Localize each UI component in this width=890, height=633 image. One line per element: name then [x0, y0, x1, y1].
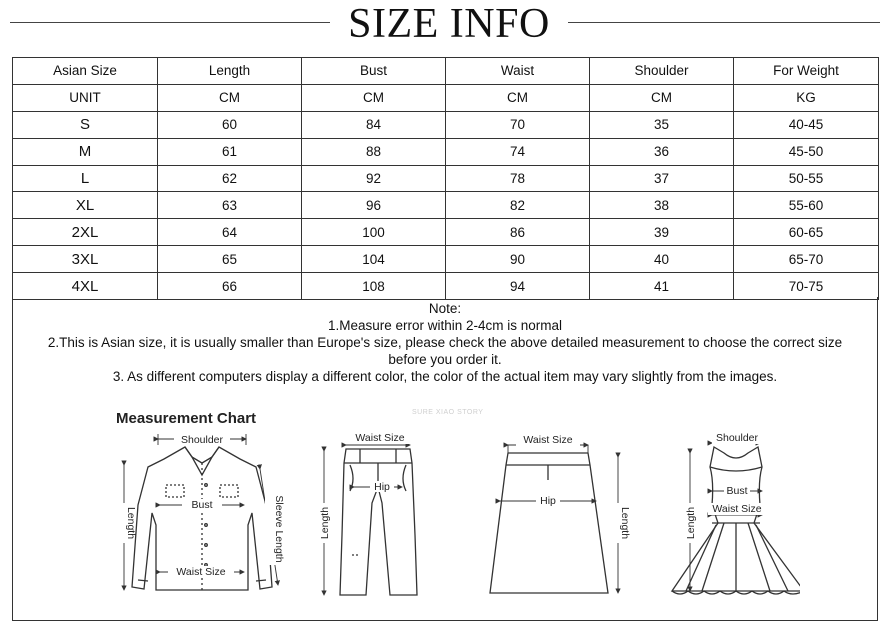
header-cell: Waist [446, 58, 590, 85]
table-cell: 65-70 [734, 246, 879, 273]
table-cell: 37 [590, 165, 734, 192]
unit-cell: CM [590, 84, 734, 111]
table-cell: 38 [590, 192, 734, 219]
table-cell: 94 [446, 273, 590, 300]
page-title: SIZE INFO [348, 1, 550, 47]
table-row [13, 111, 879, 138]
size-cell: 2XL [13, 219, 158, 246]
unit-cell: UNIT [13, 84, 158, 111]
header-rule-right [568, 22, 880, 23]
garment-drawings [100, 405, 800, 615]
table-cell: 41 [590, 273, 734, 300]
table-cell: 70-75 [734, 273, 879, 300]
table-row [13, 138, 879, 165]
dress-dimension-lines [690, 443, 762, 591]
header-cell: Bust [302, 58, 446, 85]
note-line-1: 1.Measure error within 2-4cm is normal [327, 318, 563, 333]
unit-cell: CM [446, 84, 590, 111]
table-row [13, 246, 879, 273]
table-unit-row [13, 84, 879, 111]
pants-hip-label: Hip [374, 481, 390, 493]
size-cell: L [13, 165, 158, 192]
skirt-drawing [490, 453, 608, 593]
size-cell: 4XL [13, 273, 158, 300]
dress-waist-label: Waist Size [712, 503, 762, 515]
table-cell: 100 [302, 219, 446, 246]
note-line-2-cont: before you order it. [388, 352, 502, 367]
header-cell: Asian Size [13, 58, 158, 85]
table-cell: 64 [158, 219, 302, 246]
shirt-sleeve-label: Sleeve Length [273, 495, 285, 563]
header-rule-left [10, 22, 330, 23]
shirt-bust-label: Bust [191, 499, 213, 511]
shirt-shoulder-label: Shoulder [180, 434, 224, 446]
table-cell: 96 [302, 192, 446, 219]
table-cell: 60-65 [734, 219, 879, 246]
table-cell: 40 [590, 246, 734, 273]
measurement-chart [100, 405, 800, 615]
shirt-waist-label: Waist Size [176, 566, 226, 578]
size-table [12, 57, 879, 300]
table-cell: 36 [590, 138, 734, 165]
note-line-2: 2.This is Asian size, it is usually smaller than Europe's size, please check the above detailed measurement to choose the correct size [47, 335, 843, 350]
table-cell: 39 [590, 219, 734, 246]
size-cell: 3XL [13, 246, 158, 273]
table-cell: 86 [446, 219, 590, 246]
table-cell: 104 [302, 246, 446, 273]
table-cell: 70 [446, 111, 590, 138]
table-cell: 62 [158, 165, 302, 192]
table-row [13, 165, 879, 192]
page-header [0, 0, 890, 50]
table-header-row [13, 58, 879, 85]
table-cell: 55-60 [734, 192, 879, 219]
chart-title: Measurement Chart [116, 410, 257, 427]
table-cell: 50-55 [734, 165, 879, 192]
header-cell: Length [158, 58, 302, 85]
table-row [13, 192, 879, 219]
size-cell: S [13, 111, 158, 138]
pants-waist-label: Waist Size [355, 432, 405, 444]
table-cell: 74 [446, 138, 590, 165]
table-cell: 65 [158, 246, 302, 273]
table-cell: 108 [302, 273, 446, 300]
pants-length-label: Length [319, 506, 331, 540]
skirt-length-label: Length [619, 506, 631, 540]
dress-length-label: Length [685, 506, 697, 540]
shirt-length-label: Length [125, 506, 137, 540]
header-cell: Shoulder [590, 58, 734, 85]
table-cell: 82 [446, 192, 590, 219]
dress-shoulder-label: Shoulder [715, 432, 759, 444]
table-cell: 61 [158, 138, 302, 165]
size-cell: XL [13, 192, 158, 219]
table-cell: 45-50 [734, 138, 879, 165]
table-row [13, 273, 879, 300]
notes-heading: Note: [428, 301, 462, 316]
table-cell: 66 [158, 273, 302, 300]
note-line-3: 3. As different computers display a different color, the color of the actual item may vary slightly from the images. [112, 369, 778, 384]
table-cell: 35 [590, 111, 734, 138]
table-cell: 90 [446, 246, 590, 273]
skirt-hip-label: Hip [540, 495, 556, 507]
pants-drawing [340, 449, 417, 595]
table-cell: 78 [446, 165, 590, 192]
size-cell: M [13, 138, 158, 165]
table-row [13, 219, 879, 246]
table-cell: 60 [158, 111, 302, 138]
skirt-waist-label: Waist Size [523, 434, 573, 446]
notes-text [13, 297, 877, 385]
table-cell: 92 [302, 165, 446, 192]
skirt-dimension-lines [500, 445, 618, 593]
unit-cell: KG [734, 84, 879, 111]
table-cell: 88 [302, 138, 446, 165]
watermark: SURE XIAO STORY [412, 409, 484, 416]
table-cell: 40-45 [734, 111, 879, 138]
dress-bust-label: Bust [726, 485, 748, 497]
table-cell: 84 [302, 111, 446, 138]
table-cell: 63 [158, 192, 302, 219]
unit-cell: CM [158, 84, 302, 111]
header-cell: For Weight [734, 58, 879, 85]
unit-cell: CM [302, 84, 446, 111]
